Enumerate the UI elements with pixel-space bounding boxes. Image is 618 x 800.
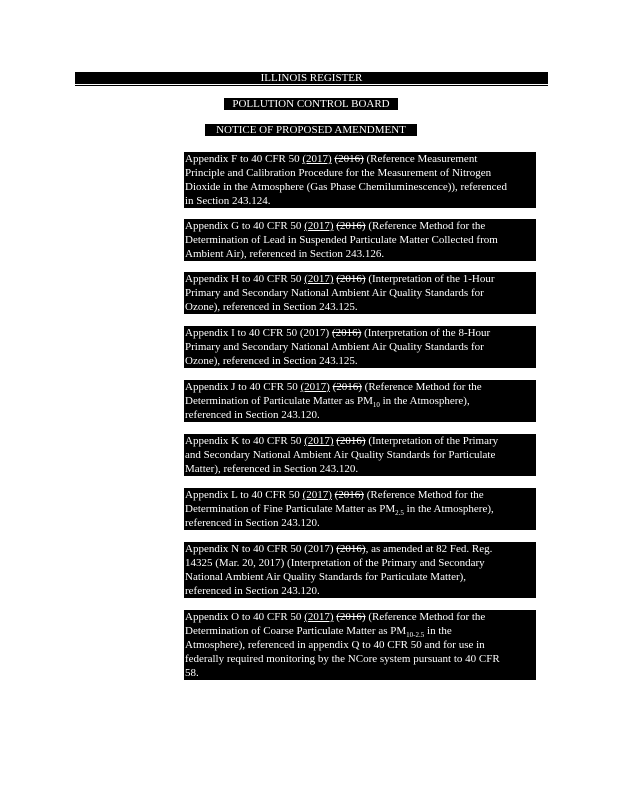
appendix-line: Appendix N to 40 CFR 50 (2017) (2016), as amended at 82 Fed. Reg. [185, 543, 493, 555]
appendix-line: Atmosphere), referenced in appendix Q to 40 CFR 50 and for use in [185, 639, 485, 651]
deleted-text: (2016) [334, 153, 364, 165]
appendix-line: 58. [185, 667, 199, 679]
deleted-text: (2016) [332, 381, 362, 393]
deleted-text: (2016) [336, 543, 366, 555]
deleted-text: (2016) [336, 435, 366, 447]
appendix-entry [184, 542, 536, 598]
appendix-line: federally required monitoring by the NCore system pursuant to 40 CFR [185, 653, 500, 665]
appendix-line: Matter), referenced in Section 243.120. [185, 463, 359, 475]
appendix-entry [184, 610, 536, 680]
appendix-line: Determination of Coarse Particulate Matter as $PM_{10-2.5}$ in the [185, 625, 452, 638]
appendix-line: Primary and Secondary National Ambient Air Quality Standards for [185, 341, 484, 353]
subscript: 2.5 [395, 509, 404, 516]
appendix-line: Dioxide in the Atmosphere (Gas Phase Chemiluminescence)), referenced [185, 181, 507, 193]
appendix-entry [184, 380, 536, 422]
appendix-line: Appendix F to 40 CFR 50 (2017) (2016) (Reference Measurement [185, 153, 478, 165]
appendix-line: Primary and Secondary National Ambient Air Quality Standards for [185, 287, 484, 299]
inserted-text: (2017) [304, 611, 334, 623]
appendix-line: referenced in Section 243.120. [185, 517, 320, 529]
inserted-text: (2017) [304, 220, 334, 232]
appendix-entry [184, 219, 536, 261]
inserted-text: (2017) [302, 489, 332, 501]
appendix-entry [184, 434, 536, 476]
deleted-text: (2016) [331, 327, 362, 339]
appendix-line: Determination of Particulate Matter as $PM_{10}$ in the Atmosphere), [185, 395, 470, 408]
appendix-line: Ozone), referenced in Section 243.125. [185, 355, 358, 367]
appendix-entry [184, 488, 536, 530]
subscript: 10-2.5 [406, 631, 425, 638]
appendix-line: in Section 243.124. [185, 195, 271, 207]
deleted-text: (2016) [336, 611, 366, 623]
appendix-line: and Secondary National Ambient Air Quality Standards for Particulate [185, 449, 496, 461]
appendix-line: Appendix I to 40 CFR 50 (2017) (2016) (Interpretation of the 8-Hour [185, 327, 491, 339]
appendix-line: Appendix G to 40 CFR 50 (2017) (2016) (Reference Method for the [185, 220, 486, 232]
inserted-text: (2017) [304, 435, 334, 447]
appendix-line: Ozone), referenced in Section 243.125. [185, 301, 358, 313]
appendix-line: referenced in Section 243.120. [185, 585, 320, 597]
appendix-line: Determination of Lead in Suspended Particulate Matter Collected from [185, 234, 498, 246]
appendix-line: National Ambient Air Quality Standards for Particulate Matter), [185, 571, 467, 583]
deleted-text: (2016) [336, 273, 366, 285]
appendix-entry [184, 272, 536, 314]
appendix-line: Ambient Air), referenced in Section 243.126. [185, 248, 385, 260]
appendix-line: Appendix J to 40 CFR 50 (2017) (2016) (Reference Method for the [185, 381, 482, 393]
inserted-text: (2017) [300, 381, 330, 393]
appendix-line: Appendix O to 40 CFR 50 (2017) (2016) (Reference Method for the [185, 611, 486, 623]
board-heading: POLLUTION CONTROL BOARD [224, 98, 398, 110]
deleted-text: (2016) [334, 489, 364, 501]
header-rule [75, 85, 548, 86]
appendix-line: Principle and Calibration Procedure for the Measurement of Nitrogen [185, 167, 492, 179]
notice-heading: NOTICE OF PROPOSED AMENDMENT [205, 124, 417, 136]
appendix-line: Appendix L to 40 CFR 50 (2017) (2016) (Reference Method for the [185, 489, 484, 501]
appendix-line: 14325 (Mar. 20, 2017) (Interpretation of the Primary and Secondary [185, 557, 485, 569]
inserted-text: (2017) [304, 273, 334, 285]
appendix-line: Appendix K to 40 CFR 50 (2017) (2016) (Interpretation of the Primary [185, 435, 499, 447]
appendix-line: Appendix H to 40 CFR 50 (2017) (2016) (Interpretation of the 1-Hour [185, 273, 495, 285]
subscript: 10 [372, 401, 380, 408]
appendix-entry [184, 152, 536, 208]
deleted-text: (2016) [336, 220, 366, 232]
appendix-entry [184, 326, 536, 368]
inserted-text: (2017) [302, 153, 332, 165]
appendix-line: referenced in Section 243.120. [185, 409, 320, 421]
appendix-line: Determination of Fine Particulate Matter as $PM_{2.5}$ in the Atmosphere), [185, 503, 494, 516]
register-header: ILLINOIS REGISTER [75, 72, 548, 84]
